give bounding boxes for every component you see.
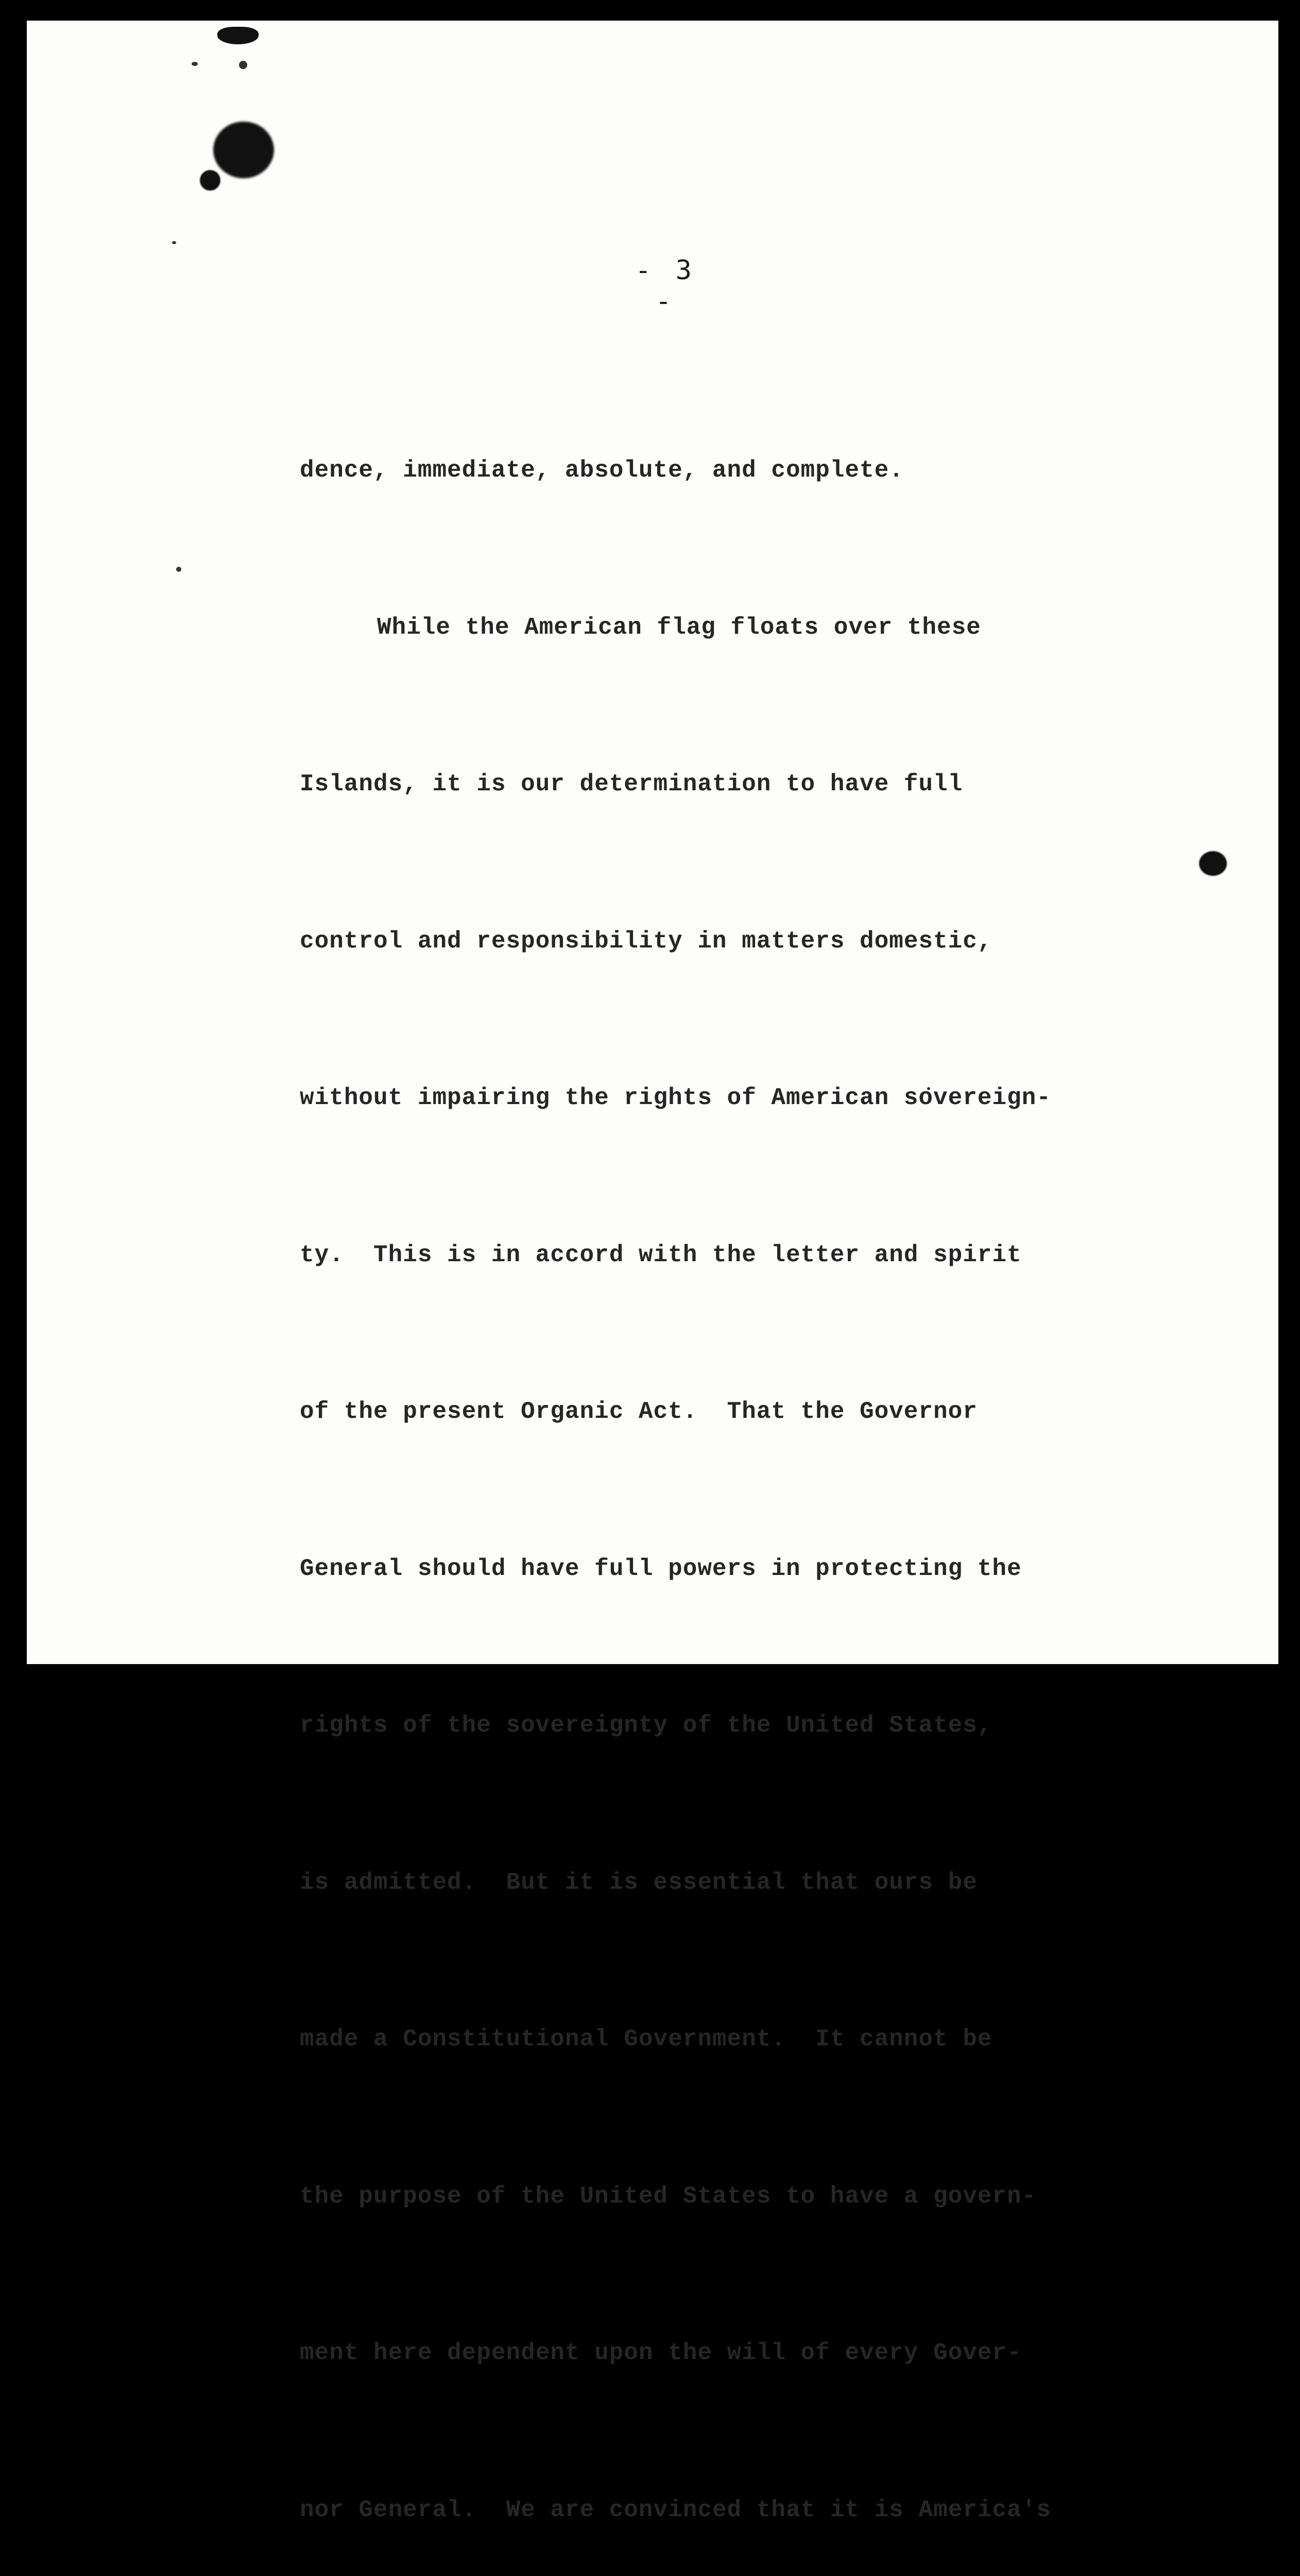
text-line: Islands, it is our determination to have full xyxy=(300,771,963,798)
document-page xyxy=(27,21,1278,2523)
text-line: nor General. We are convinced that it is America's xyxy=(300,2496,1051,2523)
ink-speck-1 xyxy=(239,61,247,69)
text-line: control and responsibility in matters domestic, xyxy=(300,927,993,955)
text-line: dence, immediate, absolute, and complete. xyxy=(300,457,904,484)
ink-speck-2 xyxy=(192,62,198,66)
text-line: without impairing the rights of American sovereign- xyxy=(300,1084,1051,1111)
text-line: the purpose of the United States to have a govern- xyxy=(300,2182,1037,2210)
page-number: - 3 - xyxy=(635,255,696,317)
text-line: made a Constitutional Government. It cannot be xyxy=(300,2026,993,2053)
text-line: rights of the sovereignty of the United States, xyxy=(300,1712,993,1739)
text-line: While the American flag floats over these xyxy=(377,614,981,641)
ink-blot-right xyxy=(1199,851,1227,876)
body-text xyxy=(300,340,1124,2576)
text-line: General should have full powers in protecting the xyxy=(300,1555,1022,1582)
ink-blot-small-1 xyxy=(200,170,220,191)
ink-blot-large xyxy=(213,122,274,178)
text-line: ty. This is in accord with the letter and spirit xyxy=(300,1241,1022,1268)
text-line: ment here dependent upon the will of every Gover- xyxy=(300,2340,1022,2366)
ink-speck-4 xyxy=(176,567,181,572)
ink-speck-3 xyxy=(172,241,176,244)
text-line: is admitted. But it is essential that ours be xyxy=(300,1869,978,1896)
text-line: of the present Organic Act. That the Governor xyxy=(300,1398,978,1425)
ink-blot-top-left xyxy=(217,27,259,44)
